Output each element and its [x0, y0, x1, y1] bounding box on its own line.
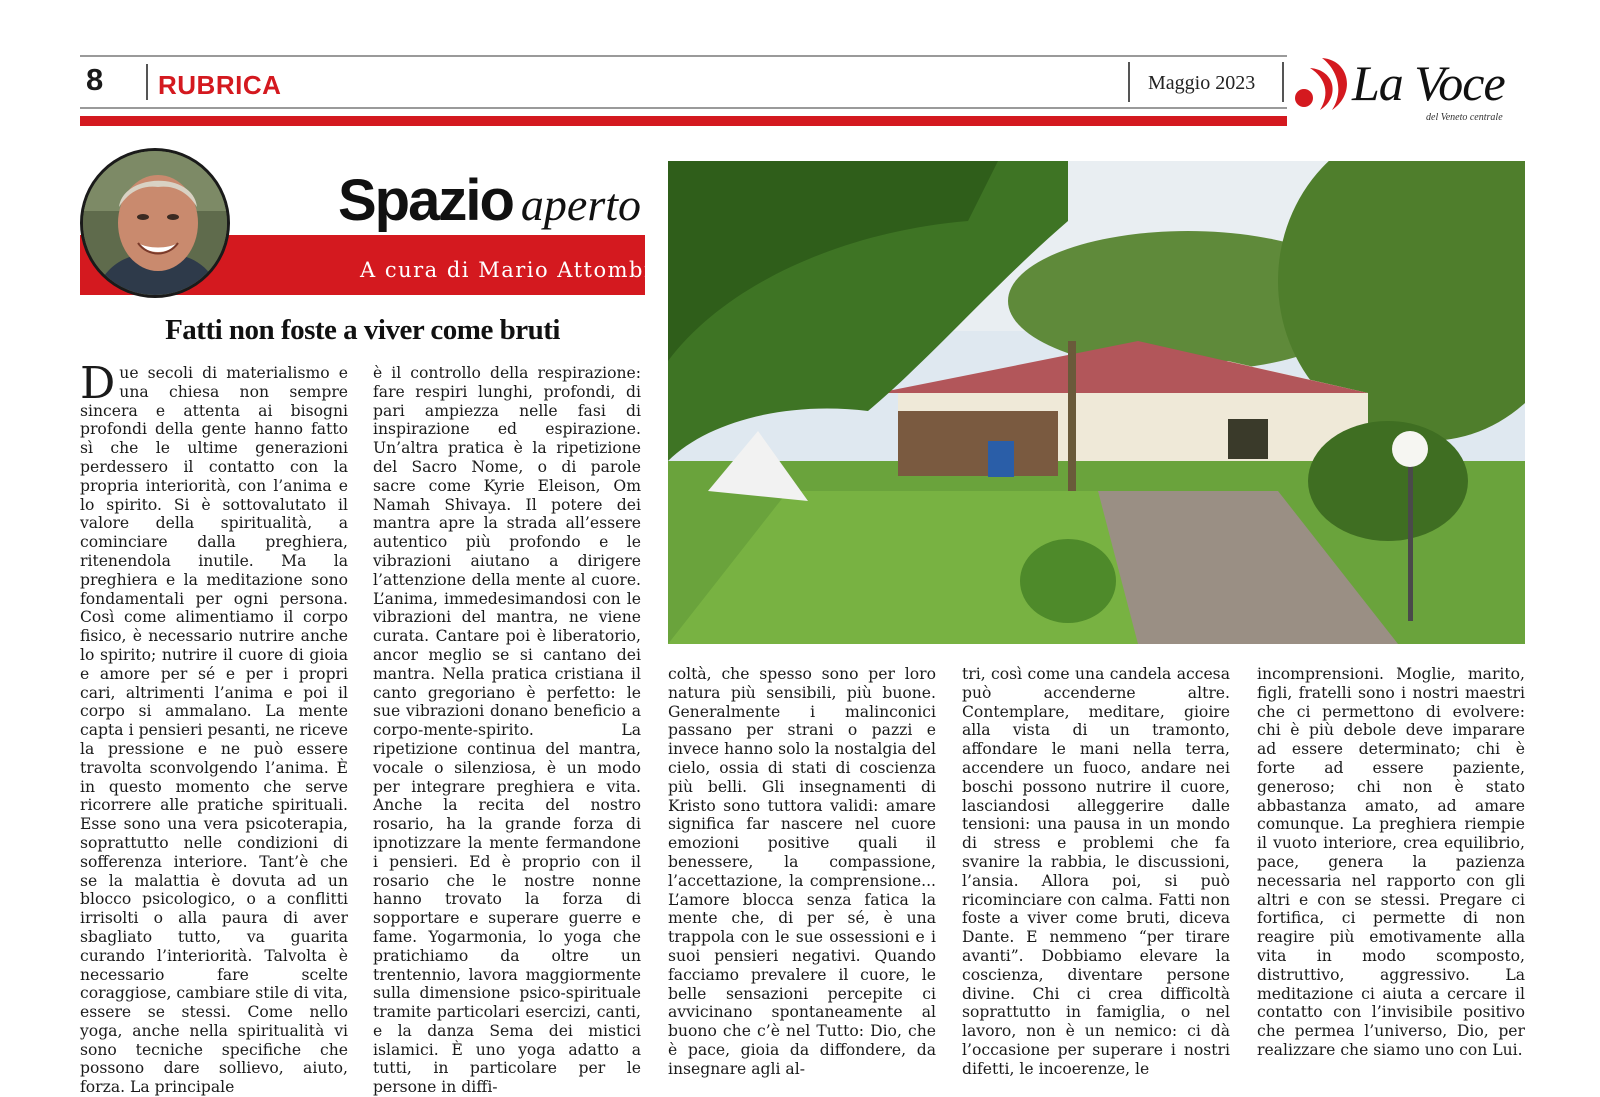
column-curator: A cura di Mario Attombri	[360, 258, 664, 282]
column-title	[338, 167, 641, 234]
article-photo	[668, 161, 1525, 644]
section-label: RUBRICA	[158, 70, 282, 100]
header-divider	[1128, 62, 1130, 102]
author-avatar	[80, 148, 230, 298]
dropcap: D	[80, 358, 116, 409]
article-column-4: tri, così come una candela accesa può accenderne altre. Contemplare, meditare, gioire alla vista di un tramonto, affondare le mani nella terra, accendere un fuoco, andare nei boschi possono nutrire il cuore, lasciandosi alleggerire dalle tensioni: una pausa in un mondo di stress e problemi che fa svanire la rabbia, le discussioni, l’ansia. Allora poi, si può ricominciare con calma. Fatti non foste a viver come bruti, diceva Dante. E nemmeno “per tirare avanti”. Dobbiamo elevare la coscienza, diventare persone divine. Chi ci crea difficoltà soprattutto in famiglia, o nel lavoro, non è un nemico: ci dà l’occasione per superare i nostri difetti, le incoerenze, le	[962, 665, 1230, 1078]
page-number: 8	[86, 62, 104, 97]
article-column-5: incomprensioni. Moglie, marito, figli, fratelli sono i nostri maestri che ci permettono di evolvere: chi è più debole deve imparare ad essere determinato; chi è forte ad essere paziente, generoso; chi non è stato abbastanza amato, ad amare comunque. La preghiera riempie il vuoto interiore, crea equilibrio, pace, genera la pazienza necessaria nel rapporto con gli altri e con se stessi. Pregare ci fortifica, ci permette di non reagire più emotivamente alla vita in modo scomposto, distruttivo, aggressivo. La meditazione ci aiuta a cercare il contatto con l’invisibile positivo che permea l’universo, Dio, per realizzare che siamo uno con Lui.	[1257, 665, 1525, 1059]
column-title-italic: aperto	[520, 179, 642, 230]
header-divider	[146, 64, 148, 100]
issue-date: Maggio 2023	[1148, 72, 1256, 94]
header-rule-top	[80, 55, 1287, 57]
header-rule-bottom	[80, 107, 1287, 109]
article-column-2: è il controllo della respirazione: fare respiri lunghi, profondi, di pari ampiezza nelle fasi di inspirazione ed espirazione. Un’altra pratica è la ripetizione del Sacro Nome, o di parole sacre come Kyrie Eleison, Om Namah Shivaya. Il potere dei mantra apre la strada all’essere autentico più profondo e le vibrazioni aiutano a dirigere l’attenzione della mente al cuore. L’anima, immedesimandosi con le vibrazioni del mantra, ne viene curata. Cantare poi è liberatorio, ancor meglio se si cantano dei mantra. Nella pratica cristiana il canto gregoriano è perfetto: le sue vibrazioni donano beneficio a corpo-mente-spirito. La ripetizione continua del mantra, vocale o silenziosa, è un modo per integrare preghiera e vita. Anche la recita del nostro rosario, ha la grande forza di ipnotizzare la mente fermandone i pensieri. Ed è proprio con il rosario che le nostre nonne hanno trovato la forza di sopportare e superare guerre e fame. Yogarmonia, lo yoga che pratichiamo da oltre un trentennio, lavora maggiormente sulla dimensione psico-spirituale tramite particolari esercizi, canti, e la danza Sema dei mistici islamici. È uno yoga adatto a tutti, in particolare per le persone in diffi-	[373, 364, 641, 1097]
article-headline: Fatti non foste a viver come bruti	[165, 314, 560, 346]
logo-subtitle: del Veneto centrale	[1426, 112, 1503, 123]
logo-wordmark: La Voce	[1352, 55, 1505, 111]
article-column-1	[80, 358, 348, 1097]
header-red-bar	[80, 116, 1287, 126]
article-column-1-text: ue secoli di materialismo e una chiesa non sempre sincera e attenta ai bisogni profondi della gente hanno fatto sì che le ultime generazioni perdessero il contatto con la propria interiorità, con l’anima e lo spirito. Si è sottovalutato il valore della spiritualità, a cominciare dalla preghiera, ritenendola inutile. Ma la preghiera e la meditazione sono fondamentali per ogni persona. Così come alimentiamo il corpo fisico, è necessario nutrire anche lo spirito; nutrire il cuore di gioia e amore per sé e per i propri cari, altrimenti l’anima e poi il corpo si ammalano. La mente capta i pensieri pesanti, ne riceve la pressione e ne può essere travolta sconvolgendo l’anima. È in questo momento che serve ricorrere alle pratiche spirituali. Esse sono una vera psicoterapia, soprattutto nelle condizioni di sofferenza interiore. Tant’è che se la malattia è dovuta ad un blocco psicologico, o a conflitti irrisolti o alla paura di aver sbagliato tutto, va guarita curando l’interiorità. Talvolta è necessario fare scelte coraggiose, cambiare stile di vita, essere se stessi. Come nello yoga, anche nella spiritualità vi sono tecniche specifiche che possono dare sollievo, aiuto, forza. La principale	[80, 364, 348, 1097]
column-title-main: Spazio	[338, 168, 513, 233]
header-divider	[1282, 62, 1284, 102]
article-column-3: coltà, che spesso sono per loro natura più sensibili, più buone. Generalmente i malinconici passano per strani o pazzi e invece hanno solo la nostalgia del cielo, ossia di stati di coscienza più belli. Gli insegnamenti di Kristo sono tuttora validi: amare significa far nascere nel cuore emozioni positive quali il benessere, la compassione, l’accettazione, la comprensione... L’amore blocca senza fatica la mente che, di per sé, è una trappola con le sue ossessioni e i suoi pensieri negativi. Quando facciamo prevalere il cuore, le belle sensazioni percepite ci avvicinano spontaneamente al buono che c’è nel Tutto: Dio, che è pace, gioia da diffondere, da insegnare agli al-	[668, 665, 936, 1078]
masthead-logo	[1292, 52, 1532, 128]
logo-mark-icon	[1292, 54, 1354, 116]
